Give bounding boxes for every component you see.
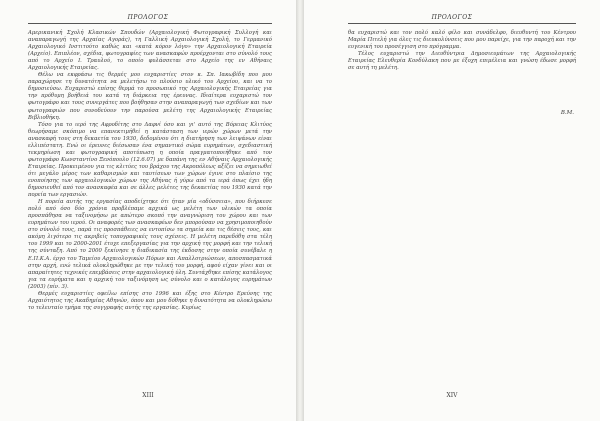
paragraph: Τέλος ευχαριστώ την Διευθύντρια Δημοσιευμάτων της Αρχαιολογικής Εταιρείας Ελευθερία Κονδύλακη που με έξοχη επιμέλεια και γνώση έδωσε μορφή σε αυτή τη μελέτη. — [348, 51, 576, 72]
right-page — [304, 0, 600, 421]
body-text — [28, 30, 272, 312]
paragraph: Θερμές ευχαριστίες οφείλω επίσης στο 1996 και έξης στο Κέντρο Ερεύνης της Αρχαιότητος της Ακαδημίας Αθηνών, όπου και μου δόθηκε η δυνατότητα να ολοκληρώσω το τελευταίο τμήμα της συγγραφής αυτής της εργασίας. Κυρίως — [28, 290, 272, 311]
header-rule — [28, 23, 272, 24]
running-header: ΠΡΟΛΟΓΟΣ — [431, 14, 473, 21]
running-header: ΠΡΟΛΟΓΟΣ — [127, 14, 169, 21]
paragraph: Τόσο για το ιερό της Αφροδίτης στο Δαφνί όσο και γι' αυτό της Βόρειας Κλιτύος θεωρήσαμε σκόπιμο να επανεκτιμήθεί η κατάσταση των ιερών χώρων μετά την ανασκαφή τους στη δεκαετία του 1930, δεδομένου ότι η διατήρηση των λειψάνων είναι ελλιπέστατη. Ενώ οι έρευνες διέσωσαν ένα σημαντικό σώμα ευρημάτων, σχεδιαστική τεκμηρίωση και φωτογραφική αποτύπωση η οποία πραγματοποιήθηκε από τον φωτογράφο Κωνσταντίνο Ξενόπουλο (12.6.07) με δαπάνη της εν Αθήναις Αρχαιολογικής Εταιρείας. Προκειμένου για τις κλιτύες του βράχου της Ακροπόλεως αξίζει να σημειωθεί ότι μεγάλο μέρος των καθαρισμών και ταυτίσεων των χώρων έγινε στο πλαίσιο της ενοποίησης των αρχαιολογικών χώρων της Αθήνας ή γύρω από τα ιερά όπως έχει ήδη δημοσιευθεί από τον ανασκαφέα και σε άλλες μελέτες της δεκαετίας του 1930 κατά την πορεία των εργασιών. — [28, 121, 272, 199]
page-number: XIV — [446, 392, 458, 399]
author-initials: Β.Μ. — [560, 110, 574, 116]
paragraph: Θέλω να εκφράσω τις θερμές μου ευχαριστίες στον κ. Σπ. Ιακωβίδη που μου παραχώρησε τη δυνατότητα να μελετήσω το πλούσιο υλικό του Αρχείου, και να το δημοσιεύσω. Ευχαριστώ επίσης θερμά το προσωπικό της Αρχαιολογικής Εταιρείας για την πρόθυμη βοήθειά του κατά τη διάρκεια της έρευνας. Ιδιαίτερα ευχαριστώ τον φωτογράφο και τους συνεργάτες που βοήθησαν στην αναπαραγωγή των σχεδίων και των φωτογραφιών που συνοδεύουν την παρούσα μελέτη της Αρχαιολογικής Εταιρείας Βιβλιοθήκη. — [28, 72, 272, 121]
paragraph: Η πορεία αυτής της εργασίας αποδείχτηκε ότι ήταν μία «οδύσσεια», που διήρκεσε πολύ από όσο δύο χρόνια προβλέπαμε αρχικά ως μελέτη των υλικών τα οποία προσπάθησα να ταξινομήσω με απώτερο σκοπό την αναγνώριση του χώρου και των ευρημάτων του ιερού. Οι αναφορές των ανασκαφέων δεν μπορούσαν να χρησιμοποιηθούν στο σύνολό τους, παρά τις προσπάθειες να εντοπίσω τα σημεία και τις θέσεις τους, και ακόμη λιγότερο τις ακριβείς τοπογραφικές τους σχέσεις. Η μελέτη παρεδόθη στα τέλη του 1999 και το 2000-2001 έτυχε επεξεργασίας για την αρχική της μορφή και την τελική της σύνταξη. Από το 2000 ξεκίνησε η διαδικασία της έκδοσης στην οποία συνέβαλε η Ε.Π.Κ.Α. έργο του Ταμείου Αρχαιολογικών Πόρων και Απαλλοτριώσεων, αποσπασματικά στην αρχή, ενώ τελικά ολοκληρώθηκε με την τελική του μορφή, αφού είχαν γίνει και οι απαραίτητες τεχνικές επεμβάσεις στην αρχαιολογική ύλη. Συντάχθηκε επίσης κατάλογος για τα ευρήματα και η αρχική του ταξινόμηση ως σύνολο και ο κατάλογος ευρημάτων (2003) (πίν. 3). — [28, 199, 272, 290]
body-text — [348, 30, 576, 72]
header-rule — [348, 23, 576, 24]
left-page — [0, 0, 296, 421]
paragraph: Αμερικανική Σχολή Κλασικών Σπουδών (Αρχαιολογική Φωτογραφική Συλλογή και αναπαραγωγή της Αρχαίας Αγοράς), τη Γαλλική Αρχαιολογική Σχολή, το Γερμανικό Αρχαιολογικό Ινστιτούτο καθώς και «κατά κόρον λόγο» την Αρχαιολογική Εταιρεία (Αρχείο). Επιπλέον, σχέδια, φωτογραφίες των ανασκαφών προέρχονται στο σύνολό τους από το Αρχείο Ι. Τραυλού, το οποίο φυλάσσεται στο Αρχείο της εν Αθήναις Αρχαιολογικής Εταιρείας. — [28, 30, 272, 72]
book-gutter — [296, 0, 304, 421]
page-number: XIII — [142, 392, 154, 399]
paragraph: θα ευχαριστώ και τον πολύ καλό φίλο και συνάδελφο, διευθυντή του Κέντρου Μαρία Πιτελή για όλες τις διευκολύνσεις που μου παρείχε, για την παροχή και την ευγενική του προσέγγιση στο πρόγραμμα. — [348, 30, 576, 51]
